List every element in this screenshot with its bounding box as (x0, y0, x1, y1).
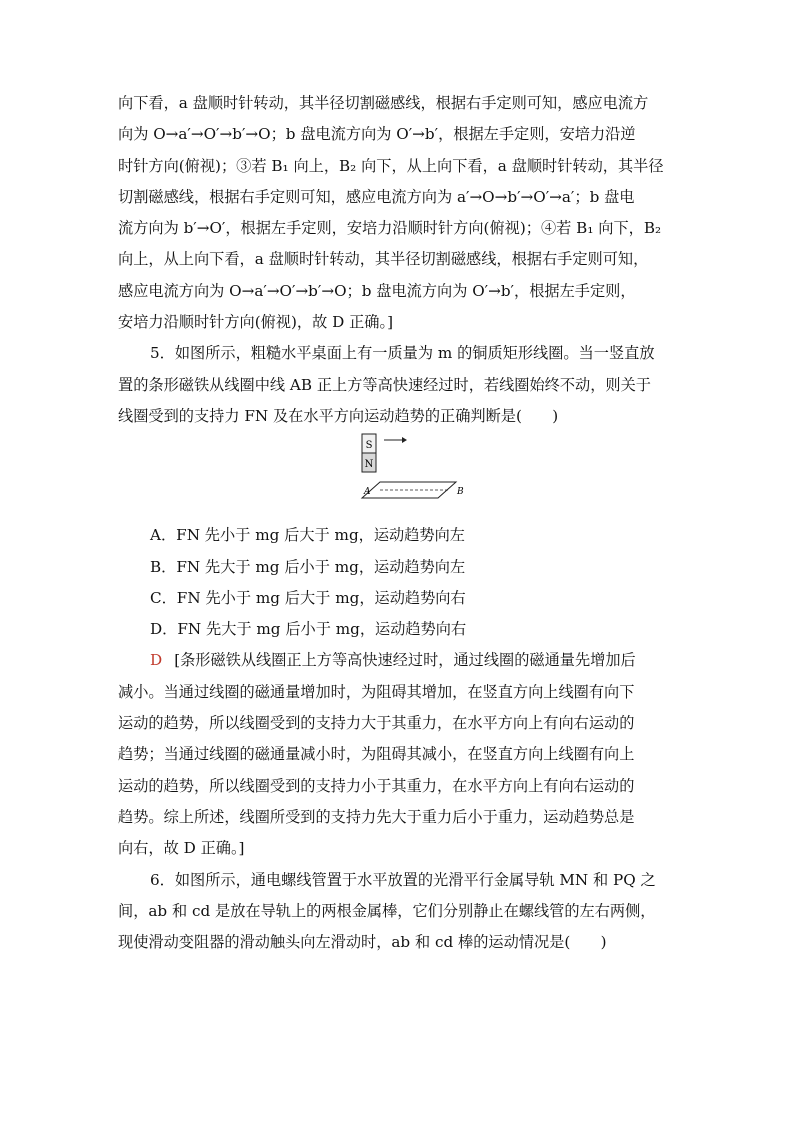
q6-stem-line: 间，ab 和 cd 是放在导轨上的两根金属棒，它们分别静止在螺线管的左右两侧， (118, 901, 656, 920)
q5-explanation-line: 减小。当通过线圈的磁通量增加时，为阻碍其增加，在竖直方向上线圈有向下 (118, 682, 635, 701)
q6-stem-line: 现使滑动变阻器的滑动触头向左滑动时，ab 和 cd 棒的运动情况是( ) (118, 933, 607, 952)
q4-explanation (118, 88, 678, 338)
q5-explanation-line: 向右，故 D 正确。] (118, 839, 245, 858)
q5-stem-line: 置的条形磁铁从线圈中线 AB 正上方等高快速经过时，若线圈始终不动，则关于 (118, 375, 651, 394)
text-line: 感应电流方向为 O→a′→O′→b′→O；b 盘电流方向为 O′→b′，根据左手定则， (118, 281, 636, 300)
arrow-head (402, 437, 407, 443)
text-line: 向下看，a 盘顺时针转动，其半径切割磁感线，根据右手定则可知，感应电流方 (118, 94, 649, 112)
text-line: 安培力沿顺时针方向(俯视)，故 D 正确。] (118, 313, 394, 332)
magnet-coil-diagram (358, 432, 478, 512)
question-5 (118, 338, 678, 864)
magnet-n-label: N (364, 459, 374, 471)
q5-explanation-line: 运动的趋势，所以线圈受到的支持力大于其重力，在水平方向上有向右运动的 (118, 714, 635, 733)
q5-option-c: C．FN 先小于 mg 后大于 mg，运动趋势向右 (150, 588, 466, 607)
text-line: 向上，从上向下看，a 盘顺时针转动，其半径切割磁感线，根据右手定则可知， (118, 250, 649, 269)
question-6 (118, 865, 678, 959)
q5-explanation-line (118, 645, 678, 676)
document-page (118, 88, 678, 958)
q5-explanation-line: 趋势；当通过线圈的磁通量减小时，为阻碍其减小，在竖直方向上线圈有向上 (118, 745, 635, 764)
label-b: B (457, 487, 464, 498)
q5-stem-line: 线圈受到的支持力 FN 及在水平方向运动趋势的正确判断是( ) (118, 406, 559, 425)
magnet-coil-figure (118, 432, 678, 520)
q5-answer: D (150, 651, 163, 670)
q5-option-a: A．FN 先小于 mg 后大于 mg，运动趋势向左 (150, 526, 465, 545)
q5-explanation-line: 运动的趋势，所以线圈受到的支持力小于其重力，在水平方向上有向右运动的 (118, 776, 635, 795)
text-line: 时针方向(俯视)；③若 B₁ 向上，B₂ 向下，从上向下看，a 盘顺时针转动，其半径 (118, 156, 664, 175)
label-a: A (364, 487, 371, 498)
q5-option-b: B．FN 先大于 mg 后小于 mg，运动趋势向左 (150, 557, 466, 576)
q6-stem-line: 6．如图所示，通电螺线管置于水平放置的光滑平行金属导轨 MN 和 PQ 之 (150, 870, 656, 889)
text-line: 流方向为 b′→O′，根据左手定则，安培力沿顺时针方向(俯视)；④若 B₁ 向下，B₂ (118, 219, 662, 238)
text-line: 切割磁感线，根据右手定则可知，感应电流方向为 a′→O→b′→O′→a′；b 盘电 (118, 187, 635, 206)
text-line: 向为 O→a′→O′→b′→O；b 盘电流方向为 O′→b′，根据左手定则，安培力沿逆 (118, 125, 636, 144)
q5-explanation-line: 趋势。综上所述，线圈所受到的支持力先大于重力后小于重力，运动趋势总是 (118, 807, 635, 826)
q5-explanation-text: [条形磁铁从线圈正上方等高快速经过时，通过线圈的磁通量先增加后 (174, 651, 636, 670)
magnet-s-label: S (365, 440, 373, 452)
q5-stem-line: 5．如图所示，粗糙水平桌面上有一质量为 m 的铜质矩形线圈。当一竖直放 (150, 344, 655, 363)
q5-option-d: D．FN 先大于 mg 后小于 mg，运动趋势向右 (150, 620, 467, 639)
